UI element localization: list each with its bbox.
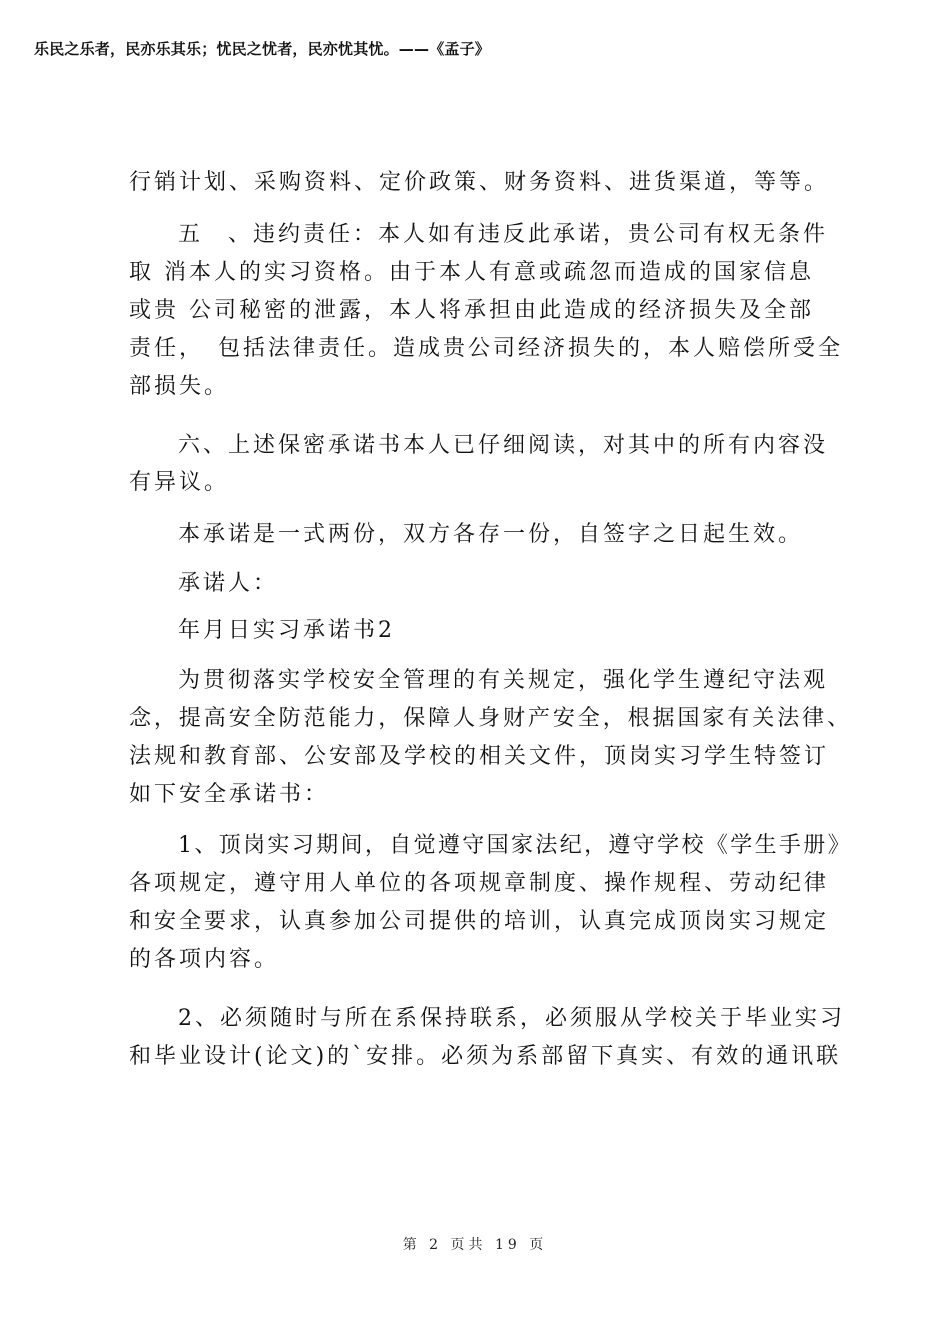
body-line: 为贯彻落实学校安全管理的有关规定，强化学生遵纪守法观 [178,668,829,693]
body-line: 法规和教育部、公安部及学校的相关文件，顶岗实习学生特签订 [129,744,830,769]
page-number: 第 2 页共 19 页 [402,1237,548,1253]
body-line: 的各项内容。 [129,947,280,972]
body-line: 各项规定，遵守用人单位的各项规章制度、操作规程、劳动纪律 [129,871,830,896]
header-quote: 乐民之乐者，民亦乐其乐；忧民之忧者，民亦忧其忧。——《孟子》 [34,40,491,58]
body-line: 六、上述保密承诺书本人已仔细阅读，对其中的所有内容没 [178,433,829,458]
body-line: 五 、违约责任：本人如有违反此承诺，贵公司有权无条件 [178,222,829,247]
body-line: 责任， 包括法律责任。造成贵公司经济损失的，本人赔偿所受全 [129,336,844,361]
body-line: 和毕业设计(论文)的`安排。必须为系部留下真实、有效的通讯联 [129,1044,842,1069]
body-line: 本承诺是一式两份，双方各存一份，自签字之日起生效。 [178,522,804,547]
section-title: 年月日实习承诺书2 [178,618,395,643]
body-line: 行销计划、采购资料、定价政策、财务资料、进货渠道，等等。 [129,170,830,195]
body-line: 如下安全承诺书： [129,782,330,807]
body-line: 部损失。 [129,374,230,399]
body-line: 念，提高安全防范能力，保障人身财产安全，根据国家有关法律、 [129,706,853,731]
body-line: 2、必须随时与所在系保持联系，必须服从学校关于毕业实习 [178,1006,845,1031]
body-line: 承诺人： [178,571,279,596]
body-line: 和安全要求，认真参加公司提供的培训，认真完成顶岗实习规定 [129,909,830,934]
body-line: 或贵 公司秘密的泄露，本人将承担由此造成的经济损失及全部 [129,298,814,323]
body-line: 1、顶岗实习期间，自觉遵守国家法纪，遵守学校《学生手册》 [178,833,852,858]
body-line: 有异议。 [129,470,230,495]
body-line: 取 消本人的实习资格。由于本人有意或疏忽而造成的国家信息 [129,260,814,285]
